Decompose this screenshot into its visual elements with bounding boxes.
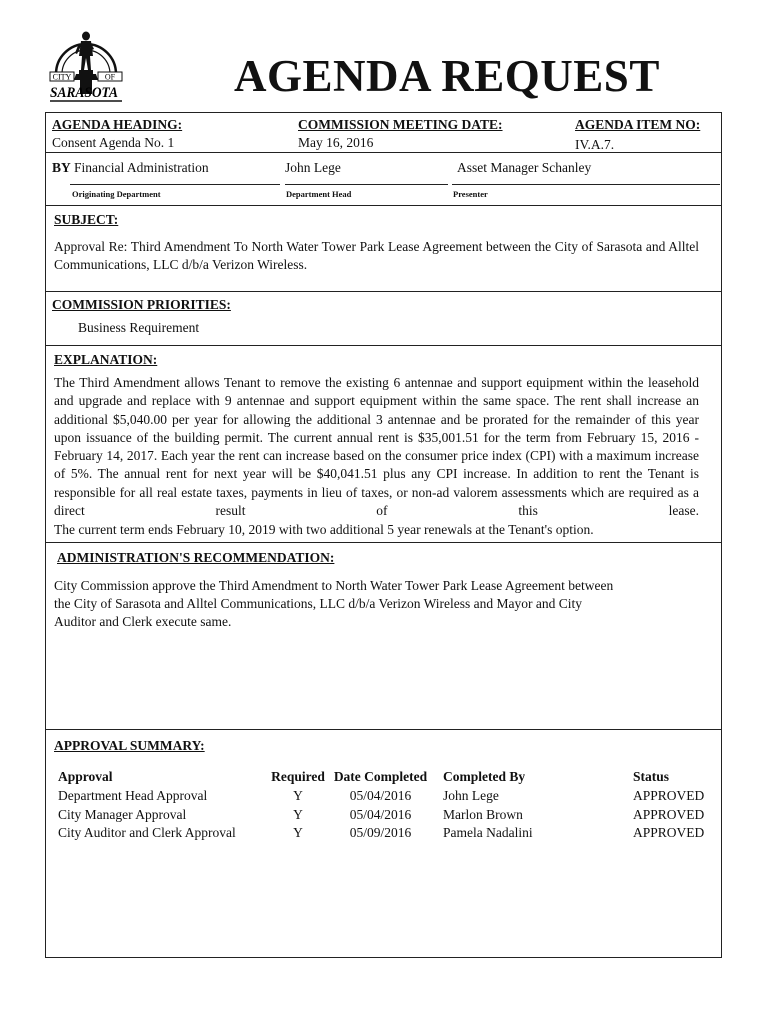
required-cell: Y	[293, 806, 303, 822]
page-title: AGENDA REQUEST	[234, 51, 660, 101]
presenter-caption: Presenter	[453, 189, 488, 199]
signature-line	[452, 184, 720, 185]
divider	[45, 291, 722, 292]
department-head-caption: Department Head	[286, 189, 352, 199]
column-header-status: Status	[633, 769, 670, 784]
item-no-value: IV.A.7.	[575, 137, 615, 152]
date-cell: 05/04/2016	[349, 788, 412, 804]
item-no-label: AGENDA ITEM NO:	[575, 117, 701, 132]
divider	[45, 729, 722, 730]
meeting-date-label: COMMISSION MEETING DATE:	[298, 117, 503, 132]
table-row	[58, 787, 713, 806]
column-header-approval: Approval	[58, 769, 113, 784]
by-label: BY	[52, 160, 71, 175]
required-cell: Y	[293, 825, 303, 841]
explanation-label: EXPLANATION:	[54, 352, 158, 367]
recommendation-line-1: City Commission approve the Third Amendment to North Water Tower Park Lease Agreement between	[54, 578, 614, 593]
presenter: Asset Manager Schanley	[457, 160, 592, 175]
divider	[45, 542, 722, 543]
logo-of-text: OF	[104, 72, 116, 82]
status-cell: APPROVED	[633, 788, 705, 804]
required-cell: Y	[293, 788, 303, 804]
column-header-completed-by: Completed By	[443, 769, 526, 784]
agenda-heading-label: AGENDA HEADING:	[52, 117, 183, 132]
priorities-text: Business Requirement	[78, 320, 200, 335]
approval-cell: Department Head Approval	[58, 788, 208, 804]
agenda-heading-value: Consent Agenda No. 1	[52, 135, 175, 150]
date-cell: 05/04/2016	[349, 806, 412, 822]
recommendation-label: ADMINISTRATION'S RECOMMENDATION:	[57, 550, 335, 565]
column-header-required: Required	[271, 769, 325, 784]
priorities-label: COMMISSION PRIORITIES:	[52, 297, 231, 312]
approval-cell: City Auditor and Clerk Approval	[58, 825, 236, 841]
approval-summary-label: APPROVAL SUMMARY:	[54, 738, 205, 753]
completed-by-cell: Pamela Nadalini	[443, 825, 533, 841]
originating-department-caption: Originating Department	[72, 189, 161, 199]
date-cell: 05/09/2016	[349, 825, 412, 841]
divider	[45, 152, 722, 153]
explanation-text: The Third Amendment allows Tenant to remove the existing 6 antennae and support equipment within the leasehold and upgrade and replace with 9 antennae and support equipment within the same space. The rent shall increase an additional $5,040.00 per year for allowing the additional 3 antennae and be prorated for the remainder of this year upon issuance of the building permit. The current annual rent is $35,001.51 for the term from February 15, 2016 - February 14, 2017. Each year the rent can increase based on the consumer price index (CPI) with a maximum increase of 5%. The annual rent for next year will be $40,041.51 plus any CPI increase. In addition to rent the Tenant is responsible for all real estate taxes, payments in lieu of taxes, or non-ad valorem assessments which are required as a direct result of this lease.	[54, 375, 699, 519]
explanation-last-line: The current term ends February 10, 2019 with two additional 5 year renewals at the Tenant's option.	[54, 522, 594, 537]
completed-by-cell: Marlon Brown	[443, 806, 523, 822]
table-row	[58, 824, 713, 843]
signature-line	[285, 184, 448, 185]
recommendation-line-2: the City of Sarasota and Alltel Communications, LLC d/b/a Verizon Wireless and Mayor and City	[54, 596, 582, 611]
column-header-date-completed: Date Completed	[333, 769, 428, 784]
signature-line	[70, 184, 280, 185]
subject-label: SUBJECT:	[54, 212, 119, 227]
completed-by-cell: John Lege	[443, 788, 499, 804]
city-seal-logo	[48, 22, 124, 106]
divider	[45, 205, 722, 206]
divider	[45, 345, 722, 346]
logo-city-text: CITY	[52, 72, 72, 82]
meeting-date-value: May 16, 2016	[298, 135, 374, 150]
approval-cell: City Manager Approval	[58, 806, 187, 822]
originating-department: Financial Administration	[74, 160, 209, 175]
table-row	[58, 806, 713, 825]
status-cell: APPROVED	[633, 825, 705, 841]
department-head: John Lege	[285, 160, 341, 175]
approval-table-header	[58, 767, 713, 787]
recommendation-line-3: Auditor and Clerk execute same.	[54, 614, 232, 629]
approval-table	[58, 767, 713, 843]
subject-text: Approval Re: Third Amendment To North Water Tower Park Lease Agreement between the City of Sarasota and Alltel Communications, LLC d/b/a Verizon Wireless.	[54, 239, 699, 273]
status-cell: APPROVED	[633, 806, 705, 822]
logo-name-text: SARASOTA	[50, 85, 118, 101]
